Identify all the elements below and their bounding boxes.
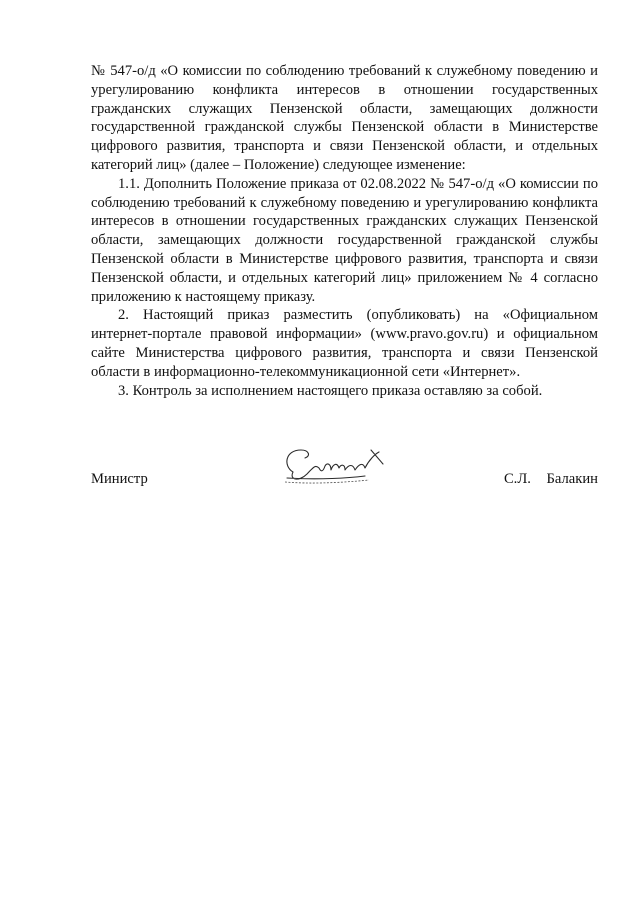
document-body bbox=[91, 62, 598, 400]
signer-position: Министр bbox=[91, 471, 148, 487]
signer-name: С.Л. Балакин bbox=[503, 471, 598, 487]
handwritten-signature-icon bbox=[279, 442, 394, 490]
paragraph-item-3: 3. Контроль за исполнением настоящего приказа оставляю за собой. bbox=[118, 382, 543, 399]
paragraph-item-1-1: 1.1. Дополнить Положение приказа от 02.08.2022 № 547-о/д «О комиссии по соблюдению требований к служебному поведению и урегулированию конфликта интересов в отношении государственных гражданских служащих Пензенской области, замещающих должности государственной гражданской службы Пензенской области в Министерстве цифрового развития, транспорта и связи Пензенской области, и отдельных категорий лиц» приложением № 4 согласно приложению к настоящему приказу. bbox=[91, 175, 598, 305]
paragraph-item-2: 2. Настоящий приказ разместить (опубликовать) на «Официальном интернет-портале правовой информации» (www.pravo.gov.ru) и официальном сайте Министерства цифрового развития, транспорта и связи Пензенской области в информационно-телекоммуникационной сети «Интернет». bbox=[91, 307, 598, 380]
signature-block bbox=[91, 468, 598, 498]
paragraph-order-reference: № 547-о/д «О комиссии по соблюдению требований к служебному поведению и урегулированию конфликта интересов в отношении государственных гражданских служащих Пензенской области, замещающих должности государственной гражданской службы Пензенской области в Министерстве цифрового развития, транспорта и связи Пензенской области, и отдельных категорий лиц» (далее – Положение) следующее изменение: bbox=[91, 63, 598, 173]
